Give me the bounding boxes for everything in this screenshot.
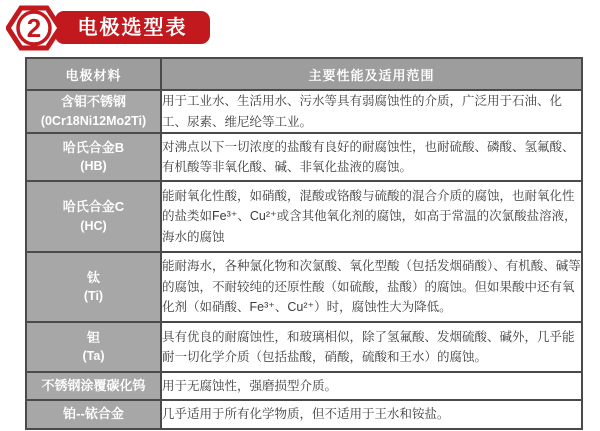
material-name: 哈氏合金C [62, 199, 125, 215]
col-header-material: 电极材料 [26, 58, 161, 90]
material-cell [26, 133, 161, 181]
section-title-banner [55, 11, 210, 44]
section-title: 电极选型表 [77, 16, 188, 39]
table-header-row [26, 58, 582, 90]
table-row [26, 133, 582, 181]
material-cell [26, 181, 161, 252]
number-badge-icon [6, 4, 62, 52]
description-cell: 能耐氧化性酸，如硝酸，混酸或铬酸与硫酸的混合介质的腐蚀，也耐氧化性的盐类如Fe³⁺、Cu²⁺或含其他氧化剂的腐蚀，如高于常温的次氯酸盐溶液，海水的腐蚀 [161, 181, 582, 252]
table-row [26, 372, 582, 400]
badge-number-text: 2 [26, 13, 42, 43]
material-code: (Ta) [82, 349, 105, 364]
table-row [26, 322, 582, 372]
material-name: 钽 [86, 329, 100, 345]
material-cell [26, 90, 161, 133]
table-row [26, 400, 582, 429]
table-row [26, 252, 582, 322]
material-name: 钛 [86, 269, 100, 285]
description-cell: 具有优良的耐腐蚀性，和玻璃相似，除了氢氟酸、发烟硫酸、碱外，几乎能耐一切化学介质（包括盐酸，硝酸，硫酸和王水）的腐蚀。 [161, 322, 582, 372]
material-name: 哈氏合金B [62, 139, 125, 155]
table-row [26, 181, 582, 252]
material-code: (HB) [80, 159, 107, 174]
description-cell: 几乎适用于所有化学物质，但不适用于王水和铵盐。 [161, 400, 582, 429]
material-name: 铂--铱合金 [63, 406, 124, 422]
material-cell [26, 322, 161, 372]
description-cell: 用于工业水、生活用水、污水等具有弱腐蚀性的介质，广泛用于石油、化工、尿素、维尼纶等工业。 [161, 90, 582, 133]
electrode-selection-table [25, 57, 583, 430]
table-row [26, 90, 582, 133]
material-code: (0Cr18Ni12Mo2Ti) [40, 113, 147, 128]
material-code: (HC) [80, 218, 107, 233]
material-cell [26, 372, 161, 400]
description-cell: 对沸点以下一切浓度的盐酸有良好的耐腐蚀性，也耐硫酸、磷酸、氢氟酸、有机酸等非氧化酸、碱、非氧化盐液的腐蚀。 [161, 133, 582, 181]
material-name: 不锈钢涂覆碳化钨 [41, 377, 146, 393]
material-cell [26, 252, 161, 322]
material-name: 含钼不锈钢 [60, 94, 126, 110]
col-header-performance: 主要性能及适用范围 [161, 58, 582, 90]
description-cell: 用于无腐蚀性，强磨损型介质。 [161, 372, 582, 400]
page-header [0, 0, 600, 56]
material-code: (Ti) [83, 289, 104, 304]
material-cell [26, 400, 161, 429]
description-cell: 能耐海水，各种氯化物和次氯酸、氧化型酸（包括发烟硝酸）、有机酸、碱等的腐蚀，不耐较纯的还原性酸（如硫酸，盐酸）的腐蚀。但如果酸中还有氧化剂（如硝酸、Fe³⁺、Cu²⁺）时，腐蚀性大为降低。 [161, 252, 582, 322]
